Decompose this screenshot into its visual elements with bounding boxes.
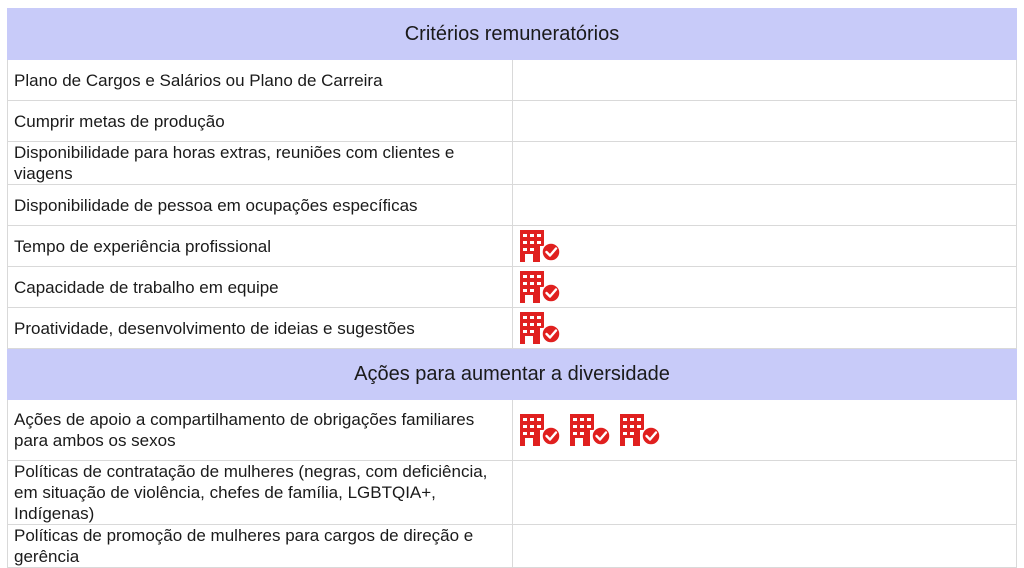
table-row <box>8 185 1017 226</box>
table-row <box>8 60 1017 101</box>
row-label: Políticas de promoção de mulheres para cargos de direção e gerência <box>8 525 513 568</box>
table-row <box>8 400 1017 461</box>
building-check-icon <box>620 414 662 446</box>
section-header <box>8 9 1017 60</box>
row-label: Disponibilidade de pessoa em ocupações específicas <box>8 185 513 226</box>
table-row <box>8 226 1017 267</box>
table-row <box>8 525 1017 568</box>
table-row <box>8 101 1017 142</box>
row-icons <box>512 185 1017 226</box>
row-label: Disponibilidade para horas extras, reuniões com clientes e viagens <box>8 142 513 185</box>
row-label: Plano de Cargos e Salários ou Plano de Carreira <box>8 60 513 101</box>
row-label: Capacidade de trabalho em equipe <box>8 267 513 308</box>
row-icons <box>512 60 1017 101</box>
table-row <box>8 461 1017 525</box>
row-icons <box>512 226 1017 267</box>
building-check-icon <box>520 312 562 344</box>
section-title: Ações para aumentar a diversidade <box>8 349 1017 400</box>
row-label: Políticas de contratação de mulheres (negras, com deficiência, em situação de violência, chefes de família, LGBTQIA+, Indígenas) <box>8 461 513 525</box>
building-check-icon <box>520 414 562 446</box>
row-icons <box>512 142 1017 185</box>
row-icons <box>512 308 1017 349</box>
table-row <box>8 142 1017 185</box>
criteria-table <box>7 8 1017 568</box>
table-row <box>8 267 1017 308</box>
row-label: Tempo de experiência profissional <box>8 226 513 267</box>
criteria-table-container <box>7 8 1017 568</box>
row-icons <box>512 101 1017 142</box>
building-check-icon <box>520 271 562 303</box>
building-check-icon <box>570 414 612 446</box>
table-row <box>8 308 1017 349</box>
section-title: Critérios remuneratórios <box>8 9 1017 60</box>
row-icons <box>512 461 1017 525</box>
row-label: Ações de apoio a compartilhamento de obrigações familiares para ambos os sexos <box>8 400 513 461</box>
row-icons <box>512 400 1017 461</box>
row-label: Proatividade, desenvolvimento de ideias e sugestões <box>8 308 513 349</box>
section-header <box>8 349 1017 400</box>
row-icons <box>512 525 1017 568</box>
row-icons <box>512 267 1017 308</box>
building-check-icon <box>520 230 562 262</box>
row-label: Cumprir metas de produção <box>8 101 513 142</box>
